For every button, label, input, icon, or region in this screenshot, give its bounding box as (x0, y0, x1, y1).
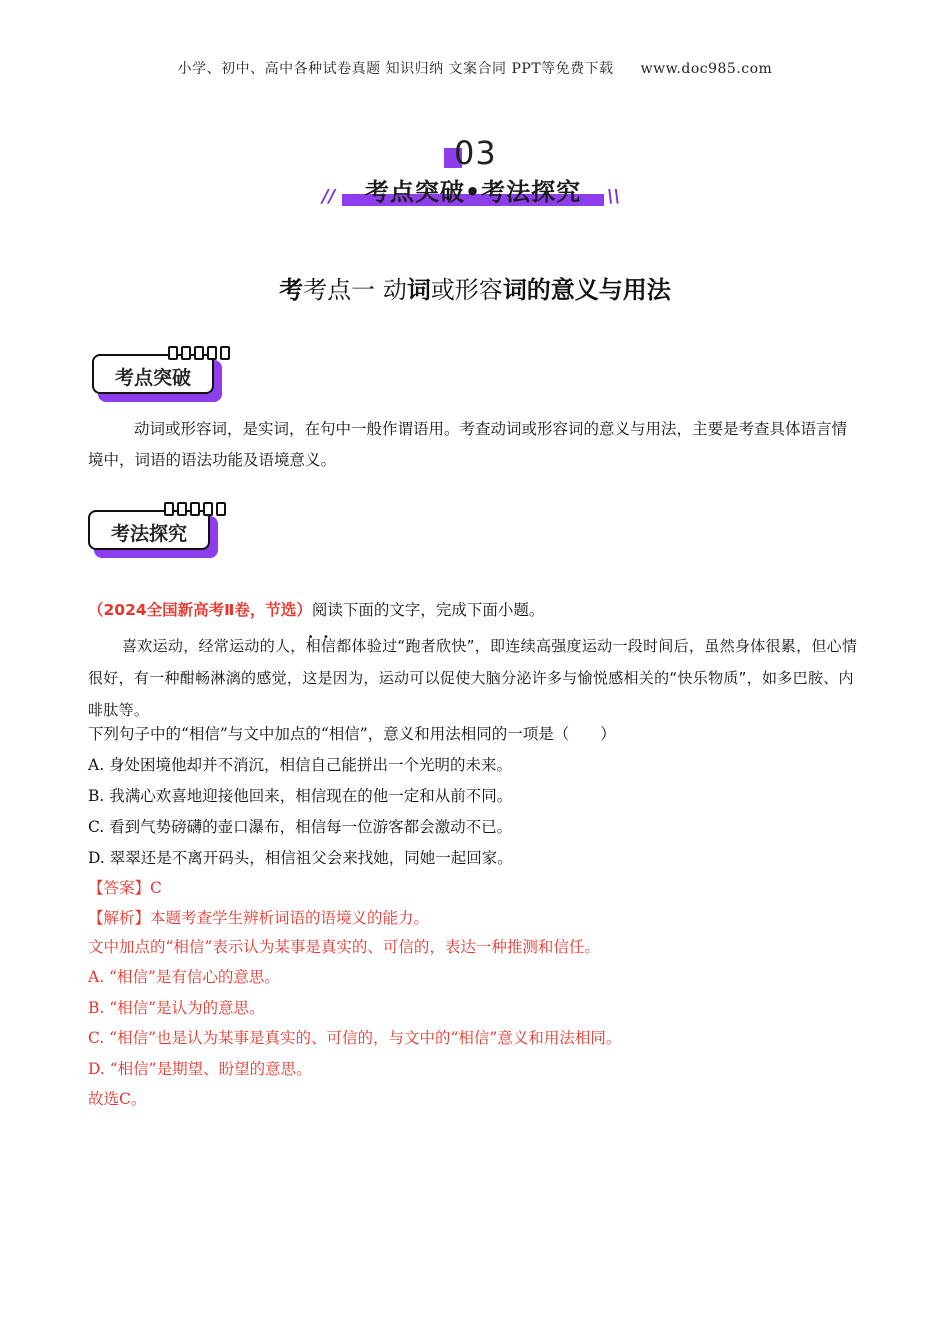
section-title-prefix-bold: 考 (279, 276, 304, 304)
question-instruction: 阅读下面的文字，完成下面小题。 (311, 601, 545, 619)
section-title (0, 270, 950, 305)
binder-rings-icon (168, 346, 230, 358)
analysis-line: C. “相信”也是认为某事是真实的、可信的，与文中的“相信”意义和用法相同。 (88, 1029, 622, 1047)
option-d: D. 翠翠还是不离开码头，相信祖父会来找她，同她一起回家。 (88, 849, 513, 867)
banner-slash-right: \\ (607, 186, 621, 207)
option-b: B. 我满心欢喜地迎接他回来，相信现在的他一定和从前不同。 (88, 787, 513, 805)
passage-before: 喜欢运动，经常运动的人， (122, 637, 306, 655)
banner-number: 03 (454, 134, 497, 172)
section-title-part3: 或形容 (430, 276, 503, 304)
passage-after: 都体验过“跑者欣快”，即连续高强度运动一段时间后，虽然身体很累，但心情很好，有一种酣畅淋漓的感觉，这是因为，运动可以促使大脑分泌许多与愉悦感相关的“快乐物质”，如多巴胺、内啡肽等。 (88, 637, 858, 719)
header-site: www.doc985.com (640, 61, 773, 77)
analysis-line: 文中加点的“相信”表示认为某事是真实的、可信的，表达一种推测和信任。 (88, 938, 600, 956)
section-banner (0, 130, 950, 220)
tag-kaofa-tanjiu (88, 510, 218, 560)
binder-rings-icon (164, 502, 226, 514)
passage-dotted-word: • • 相信 (306, 637, 337, 655)
page-header (0, 58, 950, 78)
banner-number-block (444, 134, 504, 174)
section-title-prefix: 考点一 (303, 276, 383, 304)
analysis-label: 【解析】本题考查学生辨析词语的语境义的能力。 (88, 909, 430, 927)
question-stem: 下列句子中的“相信”与文中加点的“相信”，意义和用法相同的一项是（ ） (88, 725, 616, 743)
tag-kaodian-tupo (92, 354, 222, 404)
option-a: A. 身处困境他却并不消沉，相信自己能拼出一个光明的未来。 (88, 756, 513, 774)
section-title-part1: 动 (382, 276, 407, 304)
answer-label: 【答案】C (88, 879, 162, 897)
banner-title: 考点突破•考法探究 (364, 178, 582, 206)
analysis-line: D. “相信”是期望、盼望的意思。 (88, 1060, 312, 1078)
analysis-line: A. “相信”是有信心的意思。 (88, 968, 280, 986)
tag-label: 考点突破 (114, 367, 191, 389)
header-text: 小学、初中、高中各种试卷真题 知识归纳 文案合同 PPT等免费下载 (177, 61, 614, 77)
section-title-part2: 词 (406, 276, 431, 304)
option-c: C. 看到气势磅礴的壶口瀑布，相信每一位游客都会激动不已。 (88, 818, 513, 836)
question-source-line (88, 598, 544, 620)
question-source: （2024全国新高考Ⅱ卷，节选） (88, 601, 312, 619)
intro-paragraph: 动词或形容词，是实词，在句中一般作谓语用。考查动词或形容词的意义与用法，主要是考查具体语言情境中，词语的语法功能及语境意义。 (88, 420, 848, 469)
tag-label: 考法探究 (110, 523, 187, 545)
banner-slash-left: // (322, 186, 336, 207)
analysis-line: 故选C。 (88, 1090, 147, 1108)
reading-passage (88, 630, 860, 726)
analysis-line: B. “相信”是认为的意思。 (88, 999, 265, 1017)
section-title-part4: 词的意义与用法 (502, 276, 671, 304)
